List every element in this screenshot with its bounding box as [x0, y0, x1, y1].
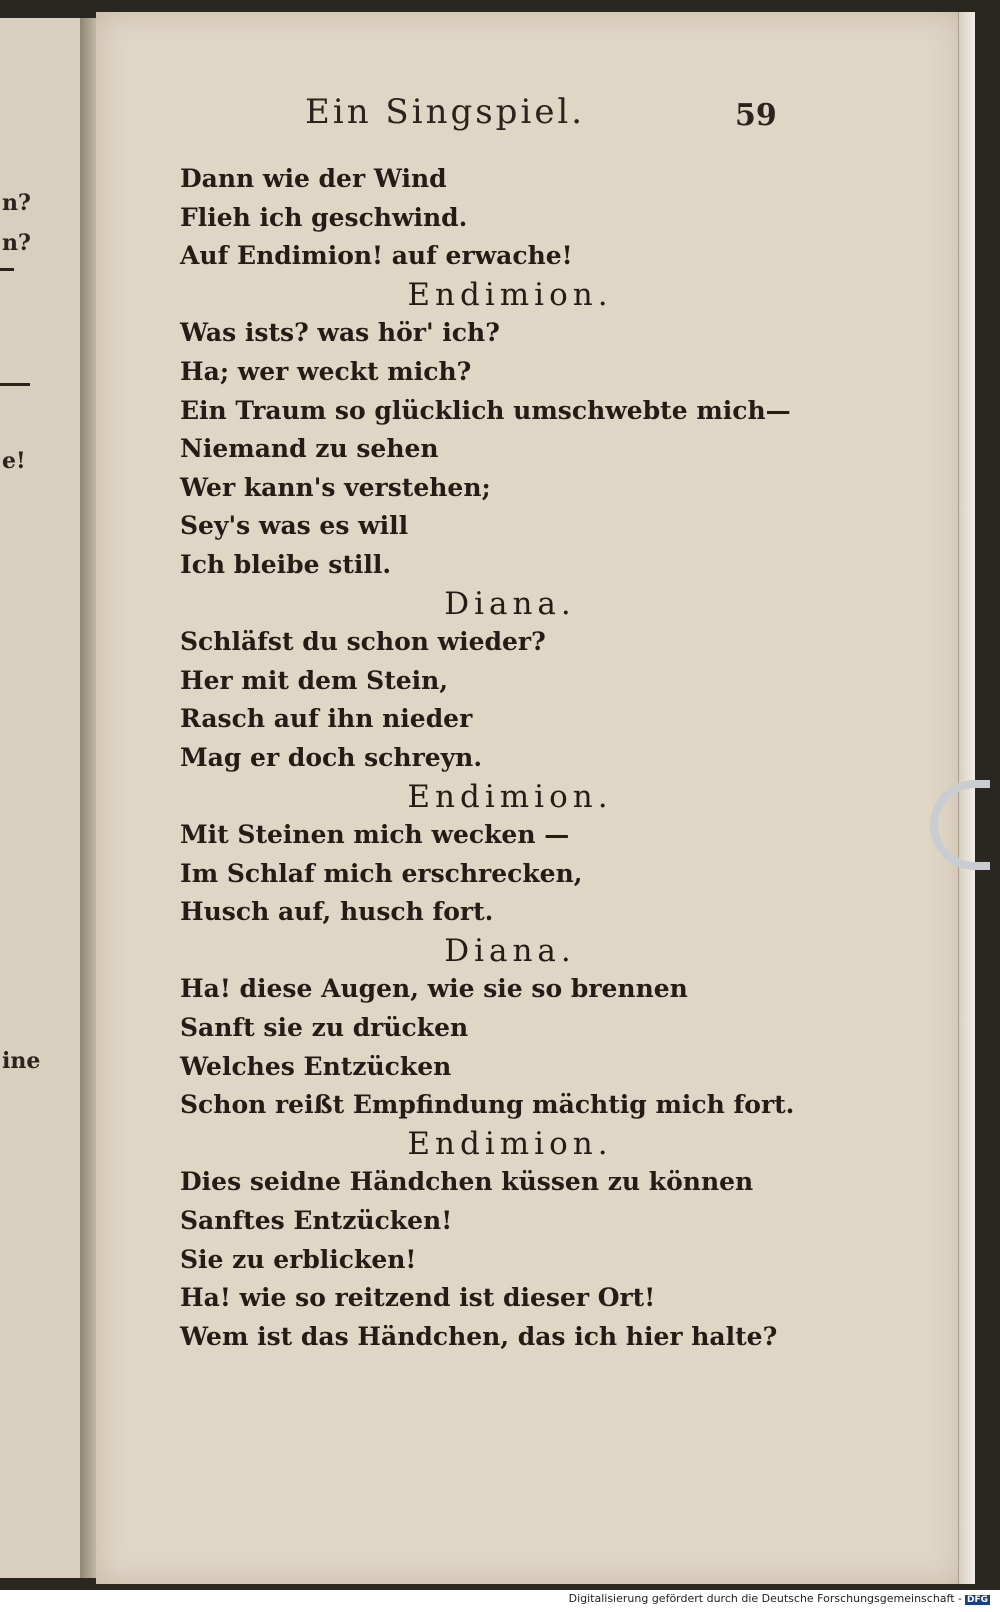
speaker-name: Endimion.	[407, 778, 613, 815]
digitization-credit	[569, 1592, 990, 1605]
verse-line: Ha; wer weckt mich?	[180, 356, 472, 386]
verse-line: Auf Endimion! auf erwache!	[180, 241, 573, 271]
verse-line: Was ists? was hör' ich?	[180, 318, 500, 348]
verse-line: Mit Steinen mich wecken —	[180, 820, 570, 850]
verse-line: Husch auf, husch fort.	[180, 897, 494, 927]
left-page-edge	[0, 18, 82, 1578]
verse-line: Welches Entzücken	[180, 1051, 452, 1081]
speaker-name: Diana.	[444, 932, 576, 969]
verse-line: Her mit dem Stein,	[180, 665, 449, 695]
running-title: Ein Singspiel.	[305, 92, 586, 132]
left-page-fragment: n?	[2, 190, 31, 216]
page-number: 59	[735, 98, 777, 133]
verse-line: Dann wie der Wind	[180, 164, 447, 193]
verse-line: Dies seidne Händchen küssen zu können	[180, 1167, 754, 1197]
left-page-fragment: ine	[2, 1048, 41, 1074]
verse-line: Sie zu erblicken!	[180, 1244, 417, 1274]
verse-line: Ha! wie so reitzend ist dieser Ort!	[180, 1283, 656, 1313]
left-page-rule	[0, 383, 30, 386]
left-page-fragment: n?	[2, 230, 31, 256]
verse-line: Sey's was es will	[180, 511, 409, 541]
speaker-name: Endimion.	[407, 276, 613, 313]
verse-line: Niemand zu sehen	[180, 434, 439, 464]
verse-line: Ein Traum so glücklich umschwebte mich—	[180, 395, 791, 425]
left-page-fragment: e!	[2, 448, 26, 474]
verse-line: Sanftes Entzücken!	[180, 1206, 453, 1236]
verse-line: Mag er doch schreyn.	[180, 742, 483, 772]
verse-line: Im Schlaf mich erschrecken,	[180, 858, 583, 888]
verse-line: Flieh ich geschwind.	[180, 202, 468, 232]
credit-text: Digitalisierung gefördert durch die Deutsche Forschungsgemeinschaft -	[568, 1592, 962, 1605]
speaker-name: Endimion.	[407, 1125, 613, 1162]
verse-text-block	[180, 160, 795, 1356]
left-page-rule	[0, 268, 14, 271]
verse-line: Sanft sie zu drücken	[180, 1013, 469, 1043]
verse-line: Wer kann's verstehen;	[180, 472, 491, 502]
dfg-logo: DFG	[966, 1595, 988, 1605]
verse-line: Ha! diese Augen, wie sie so brennen	[180, 974, 688, 1004]
verse-line: Ich bleibe still.	[180, 549, 392, 579]
speaker-name: Diana.	[444, 585, 576, 622]
verse-line: Wem ist das Händchen, das ich hier halte?	[180, 1321, 778, 1351]
verse-line: Schon reißt Empfindung mächtig mich fort.	[180, 1090, 795, 1120]
verse-line: Schläfst du schon wieder?	[180, 627, 546, 657]
verse-line: Rasch auf ihn nieder	[180, 704, 473, 734]
